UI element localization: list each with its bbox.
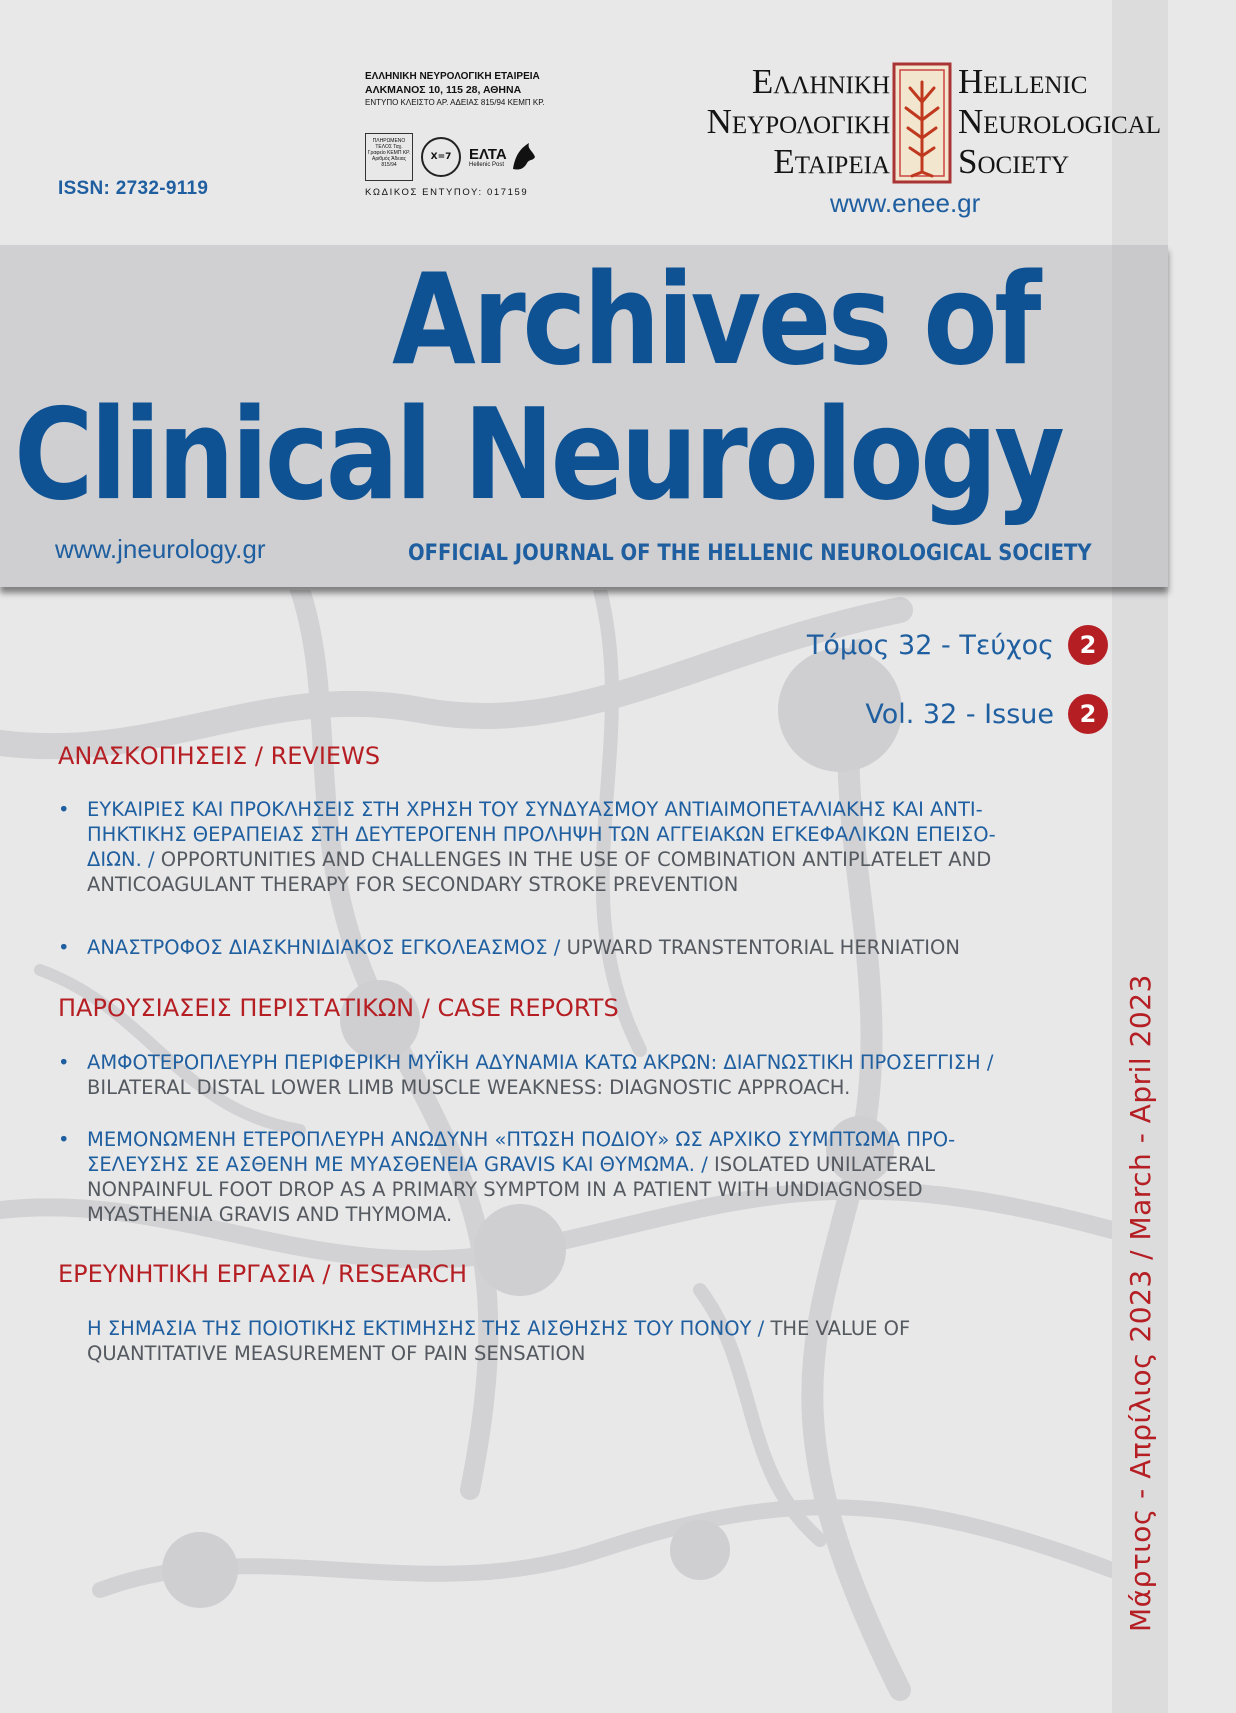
bullet: • [58,1128,70,1151]
society-gr-line: Εταιρεια [773,142,890,181]
official-journal-subtitle: OFFICIAL JOURNAL OF THE HELLENIC NEUROLOGICAL SOCIETY [408,541,1092,566]
section-heading-case-reports: ΠΑΡΟΥΣΙΑΣΕΙΣ ΠΕΡΙΣΤΑΤΙΚΩΝ / CASE REPORTS [58,994,619,1022]
issue-date-vertical: Μάρτιος - Απρίλιος 2023 / March - April 2023 [1123,974,1157,1632]
issue-number-badge: 2 [1068,625,1108,665]
toc-item-english-title: THE VALUE OF QUANTITATIVE MEASUREMENT OF PAIN SENSATION [87,1317,911,1365]
society-gr-line: Νευρολογικη [706,102,890,141]
section-heading-research: ΕΡΕΥΝΗΤΙΚΗ ΕΡΓΑΣΙΑ / RESEARCH [58,1260,467,1288]
society-name-english [958,62,1173,182]
society-url-link[interactable]: www.enee.gr [830,188,981,218]
society-en-line: Neurological [958,102,1162,141]
society-en-line: Society [958,142,1070,181]
toc-item[interactable] [58,1316,1018,1366]
print-code: ΚΩΔΙΚΟΣ ΕΝΤΥΠΟΥ: 017159 [365,187,529,198]
postal-info [365,70,555,109]
elta-name: ΕΛΤΑ [469,145,507,163]
press-post-stamp: X=7 [421,137,461,177]
journal-title-line2: Clinical Neurology [14,381,1062,528]
paid-postage-stamp: ΠΛΗΡΩΜΕΝΟ ΤΕΛΟΣ Ταχ. Γραφείο ΚΕΜΠ ΚΡ. Αριθμός Άδειας 815/94 [365,133,413,181]
toc-item-english-title: OPPORTUNITIES AND CHALLENGES IN THE USE OF COMBINATION ANTIPLATELET AND ANTICOAGULANT THERAPY FOR SECONDARY STROKE PREVENTION [87,848,992,896]
journal-title-line1: Archives of [392,246,1038,393]
toc-item-greek-title: ΑΝΑΣΤΡΟΦΟΣ ΔΙΑΣΚΗΝΙΔΙΑΚΟΣ ΕΓΚΟΛΕΑΣΜΟΣ / [87,936,561,959]
elta-horse-icon [509,139,539,175]
bullet: • [58,936,70,959]
toc-item-greek-title: ΕΥΚΑΙΡΙΕΣ ΚΑΙ ΠΡΟΚΛΗΣΕΙΣ ΣΤΗ ΧΡΗΣΗ ΤΟΥ ΣΥΝΔΥΑΣΜΟΥ ΑΝΤΙΑΙΜΟΠΕΤΑΛΙΑΚΗΣ ΚΑΙ ΑΝΤΙΠΗΚΤΙΚΗΣ ΘΕΡΑΠΕΙΑΣ ΣΤΗ ΔΕΥΤΕΡΟΓΕΝΗ ΠΡΟΛΗΨΗ ΤΩΝ ΑΓΓΕΙΑΚΩΝ ΕΓΚΕΦΑΛΙΚΩΝ ΕΠΕΙΣΟΔΙΩΝ. / [87,798,996,871]
toc-item-english-title: UPWARD TRANSTENTORIAL HERNIATION [566,936,960,959]
volume-issue-greek [807,625,1108,665]
section-heading-reviews: ΑΝΑΣΚΟΠΗΣΕΙΣ / REVIEWS [58,742,381,770]
toc-item[interactable] [58,797,1018,897]
toc-item-greek-title: ΑΜΦΟΤΕΡΟΠΛΕΥΡΗ ΠΕΡΙΦΕΡΙΚΗ ΜΥΪΚΗ ΑΔΥΝΑΜΙΑ ΚΑΤΩ ΑΚΡΩΝ: ΔΙΑΓΝΩΣΤΙΚΗ ΠΡΟΣΕΓΓΙΣΗ / [87,1051,994,1074]
society-logo-icon [892,62,952,184]
issn: ISSN: 2732-9119 [58,178,209,199]
bullet: • [58,798,70,821]
society-name-greek [690,62,890,182]
society-gr-line: Ελληνικη [751,62,890,101]
society-en-line: Hellenic [958,62,1088,101]
toc-item[interactable] [58,1050,1018,1100]
toc-item-english-title: BILATERAL DISTAL LOWER LIMB MUSCLE WEAKNESS: DIAGNOSTIC APPROACH. [87,1076,851,1099]
journal-url-link[interactable]: www.jneurology.gr [55,534,266,564]
postal-line: ΕΝΤΥΠΟ ΚΛΕΙΣΤΟ ΑΡ. ΑΔΕΙΑΣ 815/94 ΚΕΜΠ ΚΡ. [365,98,545,107]
title-band-stripe [1112,245,1168,587]
elta-sub: Hellenic Post [469,161,505,168]
volume-issue-english [865,694,1108,734]
postal-line: ΑΛΚΜΑΝΟΣ 10, 115 28, ΑΘΗΝΑ [365,84,522,96]
toc-item-english-title: ISOLATED UNILATERAL NONPAINFUL FOOT DROP AS A PRIMARY SYMPTOM IN A PATIENT WITH UNDIAGNOSED MYASTHENIA GRAVIS AND THYMOMA. [87,1153,935,1226]
elta-logo [469,139,539,175]
toc-item-greek-title: Η ΣΗΜΑΣΙΑ ΤΗΣ ΠΟΙΟΤΙΚΗΣ ΕΚΤΙΜΗΣΗΣ ΤΗΣ ΑΙΣΘΗΣΗΣ ΤΟΥ ΠΟΝΟΥ / [87,1317,765,1340]
postal-line: ΕΛΛΗΝΙΚΗ ΝΕΥΡΟΛΟΓΙΚΗ ΕΤΑΙΡΕΙΑ [365,71,540,82]
toc-item[interactable] [58,1127,1018,1227]
bullet: • [58,1051,70,1074]
volume-issue-english-label: Vol. 32 - Issue [865,698,1054,730]
toc-item[interactable] [58,935,1018,960]
volume-issue-greek-label: Τόμος 32 - Τεύχος [806,629,1054,661]
issue-number-badge: 2 [1068,694,1108,734]
toc-item-greek-title: ΜΕΜΟΝΩΜΕΝΗ ΕΤΕΡΟΠΛΕΥΡΗ ΑΝΩΔΥΝΗ «ΠΤΩΣΗ ΠΟΔΙΟΥ» ΩΣ ΑΡΧΙΚΟ ΣΥΜΠΤΩΜΑ ΠΡΟΣΕΛΕΥΣΗΣ ΣΕ ΑΣΘΕΝΗ ΜΕ ΜΥΑΣΘΕΝΕΙΑ GRAVIS ΚΑΙ ΘΥΜΩΜΑ. / [87,1128,956,1176]
postage-stamps [365,132,550,182]
